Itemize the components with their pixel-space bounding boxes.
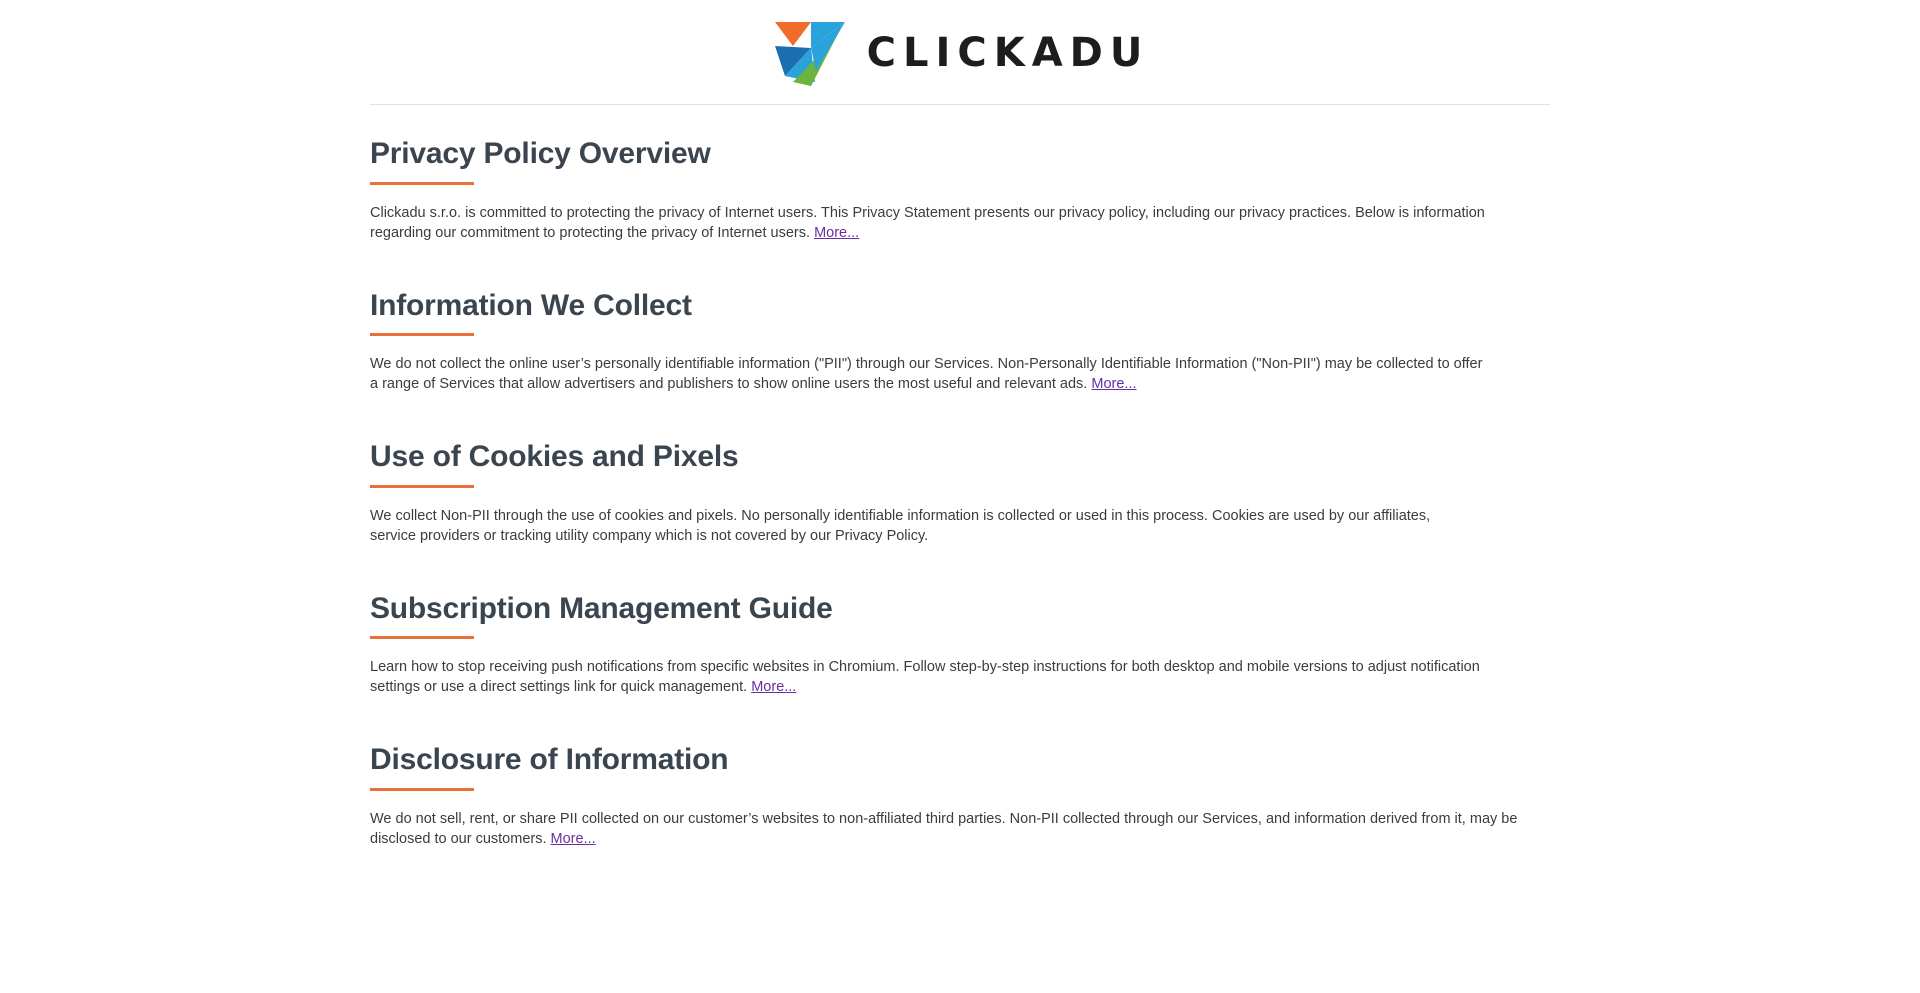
section-use-of-cookies-and-pixels (370, 440, 1550, 546)
section-title: Information We Collect (370, 288, 692, 322)
more-link[interactable]: More... (550, 830, 596, 847)
section-paragraph-text: Clickadu s.r.o. is committed to protecting the privacy of Internet users. This Privacy Statement presents our privacy policy, including our privacy practices. Below is information regarding our commitment to protecting the privacy of Internet users. (370, 204, 1485, 241)
more-link[interactable]: More... (751, 679, 797, 695)
section-title: Use of Cookies and Pixels (370, 440, 739, 473)
section-paragraph-text: Learn how to stop receiving push notifications from specific websites in Chromium. Follow step-by-step instructions for both desktop and mobile versions to adjust notification settings or use a direct settings link for quick management. (370, 659, 1480, 695)
title-underline (370, 788, 474, 791)
section-title: Privacy Policy Overview (370, 137, 711, 170)
section-disclosure-of-information (370, 743, 1550, 849)
section-title: Subscription Management Guide (370, 591, 833, 625)
more-link[interactable]: More... (814, 224, 860, 241)
title-underline (370, 636, 474, 639)
section-paragraph-text: We do not collect the online user’s personally identifiable information ("PII") through our Services. Non-Personally Identifiable Information ("Non-PII") may be collected to offer a range of Services that allow advertisers and publishers to show online users the most useful and relevant ads. (370, 356, 1483, 392)
site-header (370, 0, 1550, 105)
title-underline (370, 485, 474, 488)
section-paragraph-text: We collect Non-PII through the use of cookies and pixels. No personally identifiable information is collected or used in this process. Cookies are used by our affiliates, service providers or tracking utility company which is not covered by our Privacy Policy. (370, 507, 1431, 544)
section-paragraph-text: We do not sell, rent, or share PII collected on our customer’s websites to non-affiliated third parties. Non-PII collected through our Services, and information derived from it, may be disclosed to our customers. (370, 810, 1518, 847)
section-body (370, 203, 1520, 243)
bottom-spacer (370, 895, 1550, 935)
more-link[interactable]: More... (1091, 376, 1137, 392)
policy-sections (370, 105, 1550, 935)
brand-name: CLICKADU (866, 30, 1150, 76)
section-body (370, 506, 1480, 546)
section-subscription-management-guide (370, 592, 1550, 698)
section-privacy-policy-overview (370, 137, 1550, 243)
section-body (370, 809, 1530, 849)
title-underline (370, 333, 474, 336)
title-underline (370, 182, 474, 185)
clickadu-logo-mark-icon (771, 16, 849, 90)
section-information-we-collect (370, 289, 1550, 395)
section-body (370, 657, 1520, 697)
section-title: Disclosure of Information (370, 743, 729, 776)
clickadu-logo[interactable] (771, 14, 1150, 92)
section-body (370, 354, 1490, 394)
